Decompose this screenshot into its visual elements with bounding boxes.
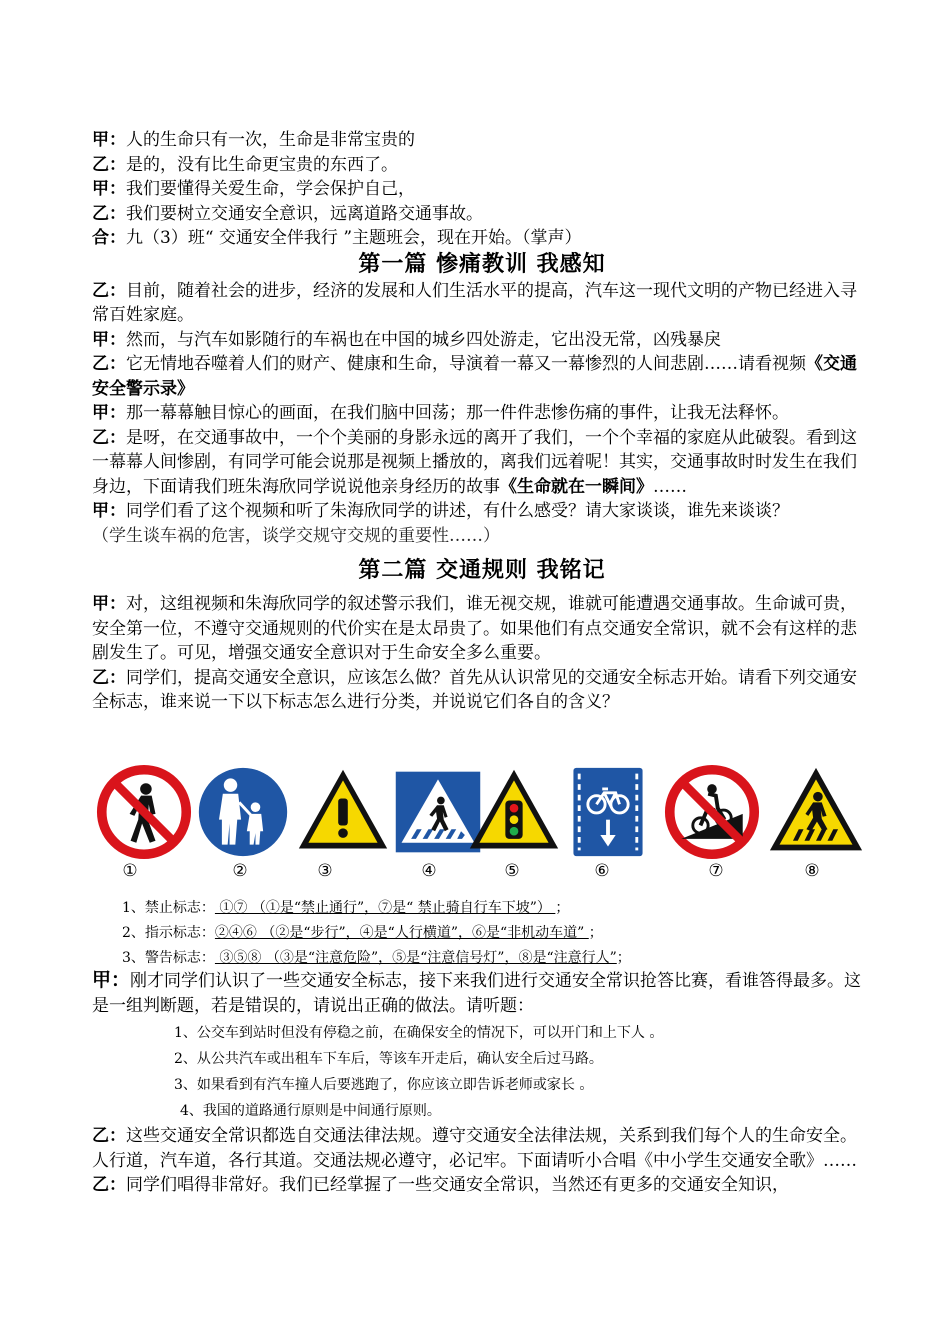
line-text: 同学们唱得非常好。我们已经掌握了一些交通安全常识，当然还有更多的交通安全知识， <box>126 1175 789 1195</box>
speaker-label: 乙： <box>92 280 126 301</box>
watch-for-pedestrians-sign-icon <box>768 764 864 860</box>
section-heading-2: 第二篇 交通规则 我铭记 <box>358 558 606 583</box>
sign-number: ⑦ <box>708 861 724 881</box>
sign-number: ① <box>122 861 138 881</box>
speaker-label: 甲： <box>92 179 126 199</box>
category-end: ； <box>616 950 631 966</box>
speaker-label: 乙： <box>92 1175 126 1195</box>
closing-line-2 <box>92 1173 872 1198</box>
sign-number: ② <box>232 861 248 881</box>
line-text: 刚才同学们认识了一些交通安全标志，接下来我们进行交通安全常识抢答比赛，看谁答得最多。这是一组判断题，若是错误的，请说出正确的做法。请听题： <box>92 971 862 1016</box>
speaker-label: 乙： <box>92 667 126 688</box>
video-title: 《交通安全警示录》 <box>92 354 857 399</box>
category-answer: ①⑦ （①是“禁止通行”，⑦是“ 禁止骑自行车下坡”） <box>214 900 556 916</box>
quiz-questions <box>92 1020 872 1124</box>
non-motor-vehicle-lane-sign-icon <box>560 764 656 860</box>
line-text: 同学们看了这个视频和听了朱海欣同学的讲述，有什么感受？请大家谈谈，谁先来谈谈？ <box>126 501 789 521</box>
quiz-section <box>92 968 872 1198</box>
line-text: 同学们，提高交通安全意识，应该怎么做？首先从认识常见的交通安全标志开始。请看下列交通安全标志，谁来说一下以下标志怎么进行分类，并说说它们各自的含义？ <box>92 667 857 712</box>
category-answer: ②④⑥ （②是“步行”，④是“人行横道”，⑥是“非机动车道” <box>214 925 589 941</box>
sign-number: ③ <box>317 861 333 881</box>
part1-line-1 <box>92 279 872 328</box>
danger-warning-sign-icon <box>295 764 391 860</box>
line-text: 那一幕幕触目惊心的画面，在我们脑中回荡；那一件件悲惨伤痛的事件，让我无法释怀。 <box>126 403 789 423</box>
part1-line-3 <box>92 352 872 401</box>
quiz-question-1: 1、公交车到站时但没有停稳之前，在确保安全的情况下，可以开门和上下人 。 <box>174 1025 664 1041</box>
intro-line-2 <box>92 153 872 178</box>
no-pedestrians-sign-icon <box>96 764 192 860</box>
section-heading-1: 第一篇 惨痛教训 我感知 <box>358 251 606 277</box>
closing-line-1 <box>92 1124 872 1173</box>
speaker-label: 甲： <box>92 130 126 150</box>
part1-line-5 <box>92 426 872 500</box>
sign-number: ⑥ <box>594 861 610 881</box>
part2-line-2 <box>92 666 872 715</box>
speaker-label: 甲： <box>92 501 126 521</box>
category-end: ； <box>588 925 603 941</box>
part2-line-1 <box>92 592 872 666</box>
speaker-label: 甲： <box>92 403 126 423</box>
ellipsis: …… <box>653 476 687 497</box>
category-indication <box>122 921 631 946</box>
line-text: 人的生命只有一次，生命是非常宝贵的 <box>126 130 415 150</box>
sign-number: ④ <box>421 861 437 881</box>
line-text: 我们要树立交通安全意识，远离道路交通事故。 <box>126 203 483 224</box>
speaker-label: 乙： <box>92 154 126 175</box>
category-prohibition <box>122 896 631 921</box>
line-text: 我们要懂得关爱生命，学会保护自己， <box>126 179 415 199</box>
sign-number: ⑤ <box>504 861 520 881</box>
speaker-label: 乙： <box>92 354 126 374</box>
intro-line-1 <box>92 128 872 153</box>
traffic-signs-row <box>92 764 872 884</box>
category-label: 2、指示标志： <box>122 925 215 941</box>
speaker-label: 乙： <box>92 427 126 448</box>
no-bicycle-downhill-sign-icon <box>664 764 760 860</box>
part1-line-2 <box>92 328 872 353</box>
category-label: 1、禁止标志： <box>122 900 215 916</box>
part1-line-4 <box>92 401 872 426</box>
speaker-label: 合： <box>92 228 126 248</box>
quiz-question-3: 3、如果看到有汽车撞人后要逃跑了，你应该立即告诉老师或家长 。 <box>174 1077 594 1093</box>
part1-line-6 <box>92 499 872 524</box>
line-text: 对，这组视频和朱海欣同学的叙述警示我们，谁无视交规，谁就可能遭遇交通事故。生命诚可贵，安全第一位，不遵守交通规则的代价实在是太昂贵了。如果他们有点交通安全常识，就不会有这样的悲剧发生了。可见，增强交通安全意识对于生命安全多么重要。 <box>92 594 857 663</box>
speaker-label: 甲： <box>92 969 131 991</box>
intro-line-3 <box>92 177 872 202</box>
line-text: 目前，随着社会的进步，经济的发展和人们生活水平的提高，汽车这一现代文明的产物已经进入寻常百姓家庭。 <box>92 280 857 325</box>
intro-line-4 <box>92 202 872 227</box>
line-text: 九（3）班“ 交通安全伴我行 ”主题班会，现在开始。（掌声） <box>126 228 582 248</box>
line-text: 这些交通安全常识都选自交通法律法规。遵守交通安全法律法规，关系到我们每个人的生命安全。人行道，汽车道，各行其道。交通法规必遵守，必记牢。下面请听小合唱《中小学生交通安全歌》…… <box>92 1126 857 1171</box>
quiz-question-2: 2、从公共汽车或出租车下车后，等该车开走后，确认安全后过马路。 <box>174 1051 603 1067</box>
sign-categories <box>122 896 631 971</box>
category-answer: ③⑤⑧ （③是“注意危险”，⑤是“注意信号灯”，⑧是“注意行人” <box>214 950 617 966</box>
speaker-label: 甲： <box>92 594 126 614</box>
intro-line-5 <box>92 226 872 251</box>
speaker-label: 乙： <box>92 1126 126 1146</box>
line-text: 然而，与汽车如影随行的车祸也在中国的城乡四处游走，它出没无常，凶残暴戾 <box>126 329 721 350</box>
pedestrian-walkway-sign-icon <box>195 764 291 860</box>
stage-note: （学生谈车祸的危害，谈学交规守交规的重要性……） <box>92 525 500 546</box>
line-text: 是的，没有比生命更宝贵的东西了。 <box>126 154 398 175</box>
document-body <box>92 128 872 715</box>
traffic-signal-warning-sign-icon <box>466 764 562 860</box>
category-label: 3、警告标志： <box>122 950 215 966</box>
speaker-label: 甲： <box>92 329 126 350</box>
speaker-label: 乙： <box>92 203 126 224</box>
line-text: 是呀，在交通事故中，一个个美丽的身影永远的离开了我们，一个个幸福的家庭从此破裂。看到这一幕幕人间惨剧，有同学可能会说那是视频上播放的，离我们远着呢！其实，交通事故时时发生在我们身边，下面请我们班朱海欣同学说说他亲身经历的故事 <box>92 427 857 497</box>
story-title: 《生命就在一瞬间》 <box>500 476 653 497</box>
quiz-question-4: 4、我国的道路通行原则是中间通行原则。 <box>180 1103 441 1119</box>
category-end: ； <box>555 900 570 916</box>
quiz-intro <box>92 968 872 1018</box>
line-text: 它无情地吞噬着人们的财产、健康和生命，导演着一幕又一幕惨烈的人间悲剧……请看视频 <box>126 354 806 374</box>
sign-number: ⑧ <box>804 861 820 881</box>
